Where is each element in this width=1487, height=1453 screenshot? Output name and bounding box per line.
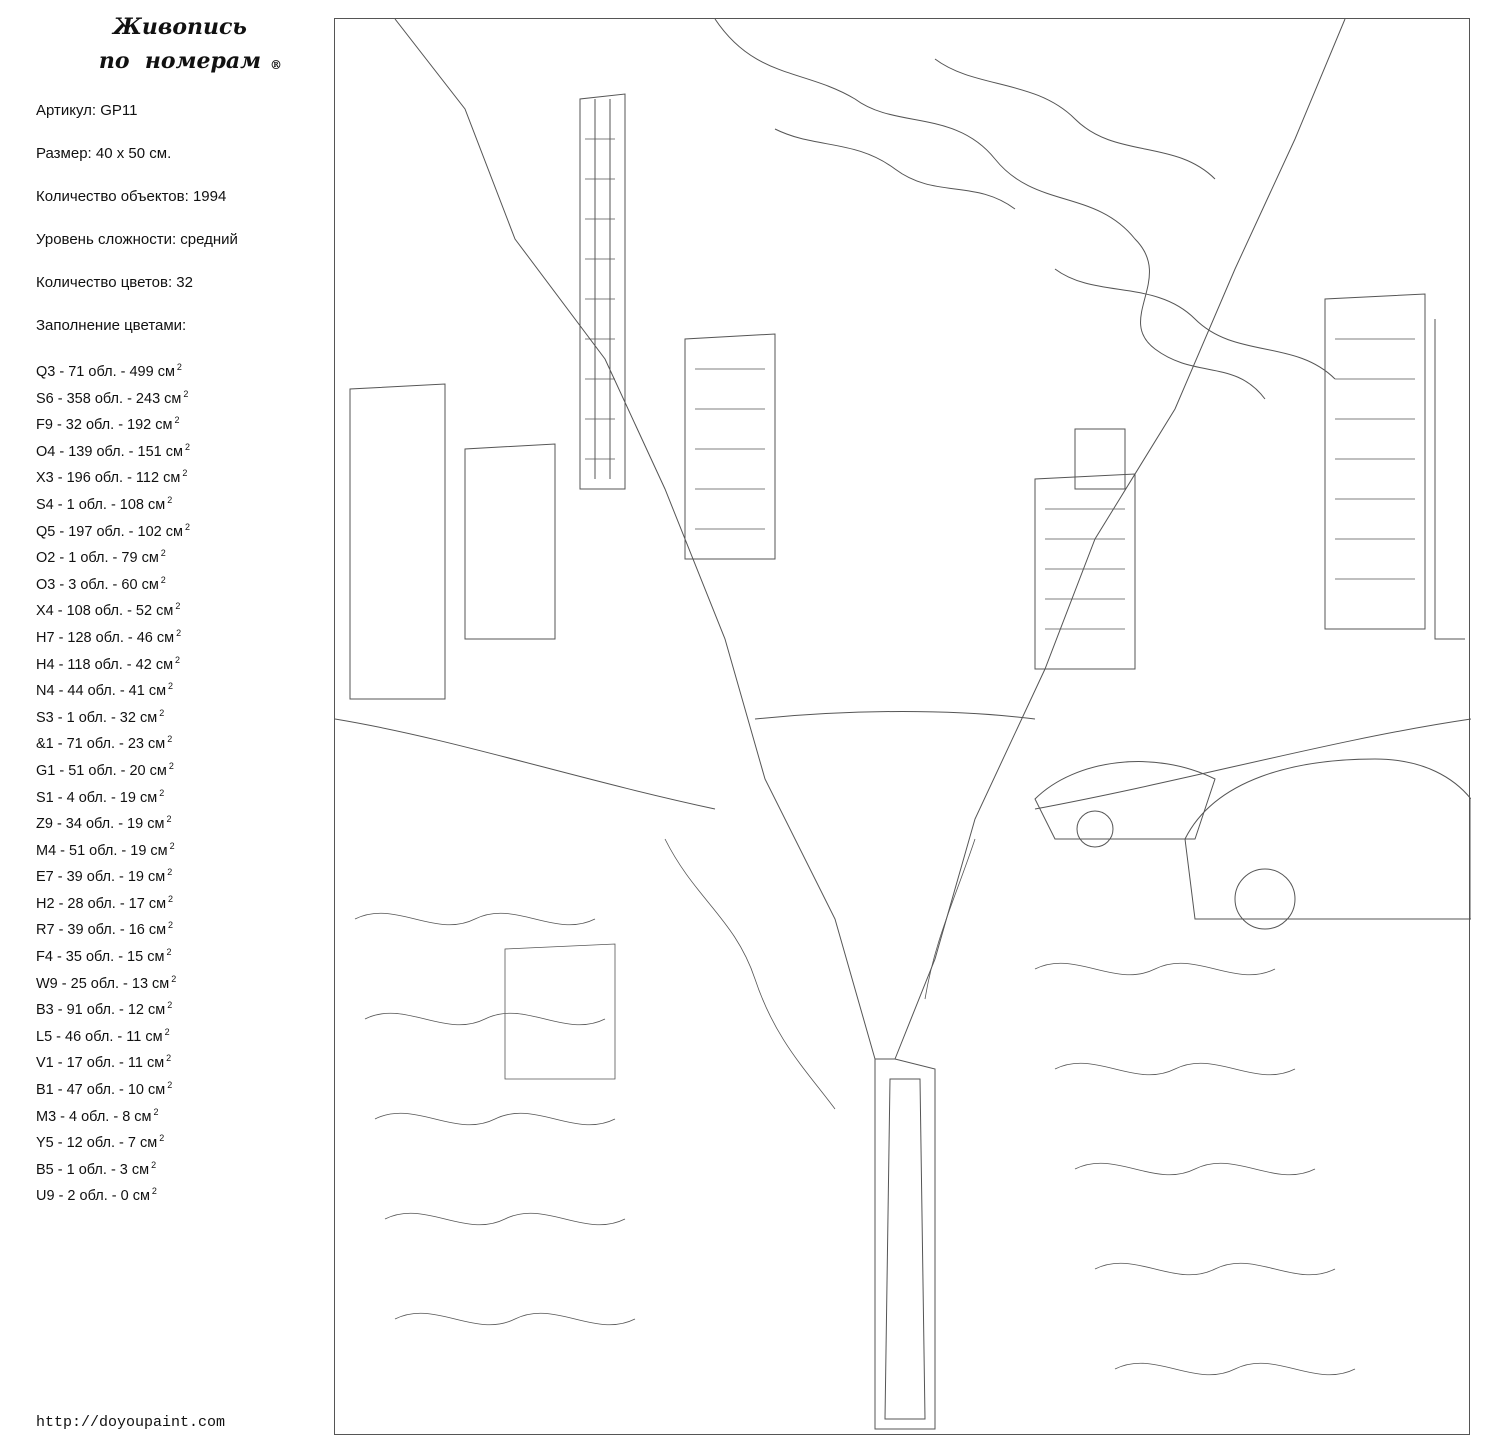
color-fill-text: X4 - 108 обл. - 52 см <box>36 603 174 620</box>
color-fill-text: Y5 - 12 обл. - 7 см <box>36 1135 158 1152</box>
unit-superscript: 2 <box>160 574 166 585</box>
object-count: Количество объектов: 1994 <box>36 188 227 205</box>
color-fill-row <box>36 942 190 969</box>
color-fill-text: W9 - 25 обл. - 13 см <box>36 975 170 992</box>
registered-mark: ® <box>270 58 282 72</box>
color-fill-text: L5 - 46 обл. - 11 см <box>36 1028 163 1045</box>
color-fill-text: U9 - 2 обл. - 0 см <box>36 1188 150 1205</box>
unit-superscript: 2 <box>167 734 173 745</box>
color-fill-row <box>36 889 190 916</box>
color-fill-row <box>36 517 190 544</box>
color-fill-row <box>36 729 190 756</box>
product-info <box>36 100 238 358</box>
color-fill-row <box>36 1075 190 1102</box>
difficulty-level: Уровень сложности: средний <box>36 231 238 248</box>
color-fill-text: E7 - 39 обл. - 19 см <box>36 869 166 886</box>
color-fill-row <box>36 463 190 490</box>
color-fill-row <box>36 915 190 942</box>
color-fill-text: Q3 - 71 обл. - 499 см <box>36 364 175 380</box>
color-fill-text: V1 - 17 обл. - 11 см <box>36 1055 165 1072</box>
color-fill-text: H4 - 118 обл. - 42 см <box>36 656 174 673</box>
unit-superscript: 2 <box>159 707 165 718</box>
color-fill-text: O2 - 1 обл. - 79 см <box>36 550 159 567</box>
canvas-size: Размер: 40 x 50 см. <box>36 145 172 162</box>
color-fill-text: Z9 - 34 обл. - 19 см <box>36 816 165 833</box>
color-fill-text: R7 - 39 обл. - 16 см <box>36 922 167 939</box>
cloud-outline <box>715 19 1265 399</box>
unit-superscript: 2 <box>167 1000 173 1011</box>
color-fill-row <box>36 862 190 889</box>
color-fill-row <box>36 384 190 411</box>
color-fill-row <box>36 490 190 517</box>
zipper-left-edge <box>395 19 875 1059</box>
color-fill-text: H2 - 28 обл. - 17 см <box>36 895 167 912</box>
color-fill-row <box>36 650 190 677</box>
unit-superscript: 2 <box>169 840 175 851</box>
color-fill-row <box>36 809 190 836</box>
color-fill-text: S3 - 1 обл. - 32 см <box>36 709 158 726</box>
unit-superscript: 2 <box>184 441 190 452</box>
color-fill-text: H7 - 128 обл. - 46 см <box>36 629 175 646</box>
unit-superscript: 2 <box>168 681 174 692</box>
color-fill-text: G1 - 51 обл. - 20 см <box>36 762 167 779</box>
color-fill-text: F4 - 35 обл. - 15 см <box>36 949 165 966</box>
unit-superscript: 2 <box>167 494 173 505</box>
unit-superscript: 2 <box>159 1133 165 1144</box>
color-fill-text: &1 - 71 обл. - 23 см <box>36 736 166 753</box>
color-fill-row <box>36 1181 190 1208</box>
color-fill-text: M3 - 4 обл. - 8 см <box>36 1108 152 1125</box>
coloring-canvas <box>334 18 1470 1435</box>
unit-superscript: 2 <box>168 893 174 904</box>
brand-logo <box>60 10 300 78</box>
color-fill-text: O3 - 3 обл. - 60 см <box>36 576 159 593</box>
color-fill-text: F9 - 32 обл. - 192 см <box>36 417 173 434</box>
color-fill-text: O4 - 139 обл. - 151 см <box>36 443 183 460</box>
unit-superscript: 2 <box>184 521 190 532</box>
unit-superscript: 2 <box>168 760 174 771</box>
color-fill-row <box>36 969 190 996</box>
unit-superscript: 2 <box>160 548 166 559</box>
unit-superscript: 2 <box>167 1080 173 1091</box>
tower-left <box>580 94 625 489</box>
color-fill-row <box>36 570 190 597</box>
fill-heading: Заполнение цветами: <box>36 317 187 334</box>
color-fill-text: S6 - 358 обл. - 243 см <box>36 390 182 407</box>
color-fill-row <box>36 410 190 437</box>
color-fill-text: B5 - 1 обл. - 3 см <box>36 1161 150 1178</box>
article-number: Артикул: GP11 <box>36 102 138 119</box>
color-count: Количество цветов: 32 <box>36 274 193 291</box>
unit-superscript: 2 <box>171 973 177 984</box>
website-url[interactable]: http://doyoupaint.com <box>36 1414 226 1431</box>
color-fill-text: B1 - 47 обл. - 10 см <box>36 1082 166 1099</box>
unit-superscript: 2 <box>151 1186 157 1197</box>
unit-superscript: 2 <box>166 814 172 825</box>
unit-superscript: 2 <box>182 468 188 479</box>
unit-superscript: 2 <box>183 388 189 399</box>
unit-superscript: 2 <box>153 1106 159 1117</box>
unit-superscript: 2 <box>167 867 173 878</box>
color-fill-row <box>36 1048 190 1075</box>
unit-superscript: 2 <box>175 601 181 612</box>
color-fill-text: M4 - 51 обл. - 19 см <box>36 842 168 859</box>
color-fill-text: X3 - 196 обл. - 112 см <box>36 470 181 487</box>
unit-superscript: 2 <box>159 787 165 798</box>
unit-superscript: 2 <box>168 920 174 931</box>
color-fill-row <box>36 783 190 810</box>
zipper-slider <box>875 1059 935 1429</box>
unit-superscript: 2 <box>175 654 181 665</box>
color-fill-row <box>36 1155 190 1182</box>
road-right-edge <box>1035 719 1471 809</box>
color-fill-row <box>36 623 190 650</box>
unit-superscript: 2 <box>164 1026 170 1037</box>
brand-title-line2 <box>60 44 300 78</box>
car-outline <box>1185 759 1471 919</box>
brand-title-line1: Живопись <box>113 14 247 40</box>
color-fill-row <box>36 437 190 464</box>
unit-superscript: 2 <box>174 415 180 426</box>
road-left-edge <box>335 719 715 809</box>
color-fill-row <box>36 357 190 384</box>
color-fill-text: S4 - 1 обл. - 108 см <box>36 496 166 513</box>
color-fill-row <box>36 836 190 863</box>
brand-title-line2-text: по номерам <box>98 48 262 74</box>
color-fill-row <box>36 703 190 730</box>
unit-superscript: 2 <box>166 1053 172 1064</box>
color-fill-row <box>36 1102 190 1129</box>
color-fill-text: Q5 - 197 обл. - 102 см <box>36 523 183 540</box>
color-fill-row <box>36 1128 190 1155</box>
color-fill-text: S1 - 4 обл. - 19 см <box>36 789 158 806</box>
color-fill-row <box>36 596 190 623</box>
color-fill-list <box>36 357 190 1208</box>
unit-superscript: 2 <box>151 1159 157 1170</box>
color-fill-row <box>36 995 190 1022</box>
unit-superscript: 2 <box>176 627 182 638</box>
color-fill-row <box>36 756 190 783</box>
color-fill-row <box>36 543 190 570</box>
color-fill-text: B3 - 91 обл. - 12 см <box>36 1002 166 1019</box>
unit-superscript: 2 <box>166 947 172 958</box>
line-art <box>335 19 1471 1436</box>
color-fill-row <box>36 1022 190 1049</box>
unit-superscript: 2 <box>176 362 182 372</box>
color-fill-text: N4 - 44 обл. - 41 см <box>36 683 167 700</box>
color-fill-row <box>36 676 190 703</box>
